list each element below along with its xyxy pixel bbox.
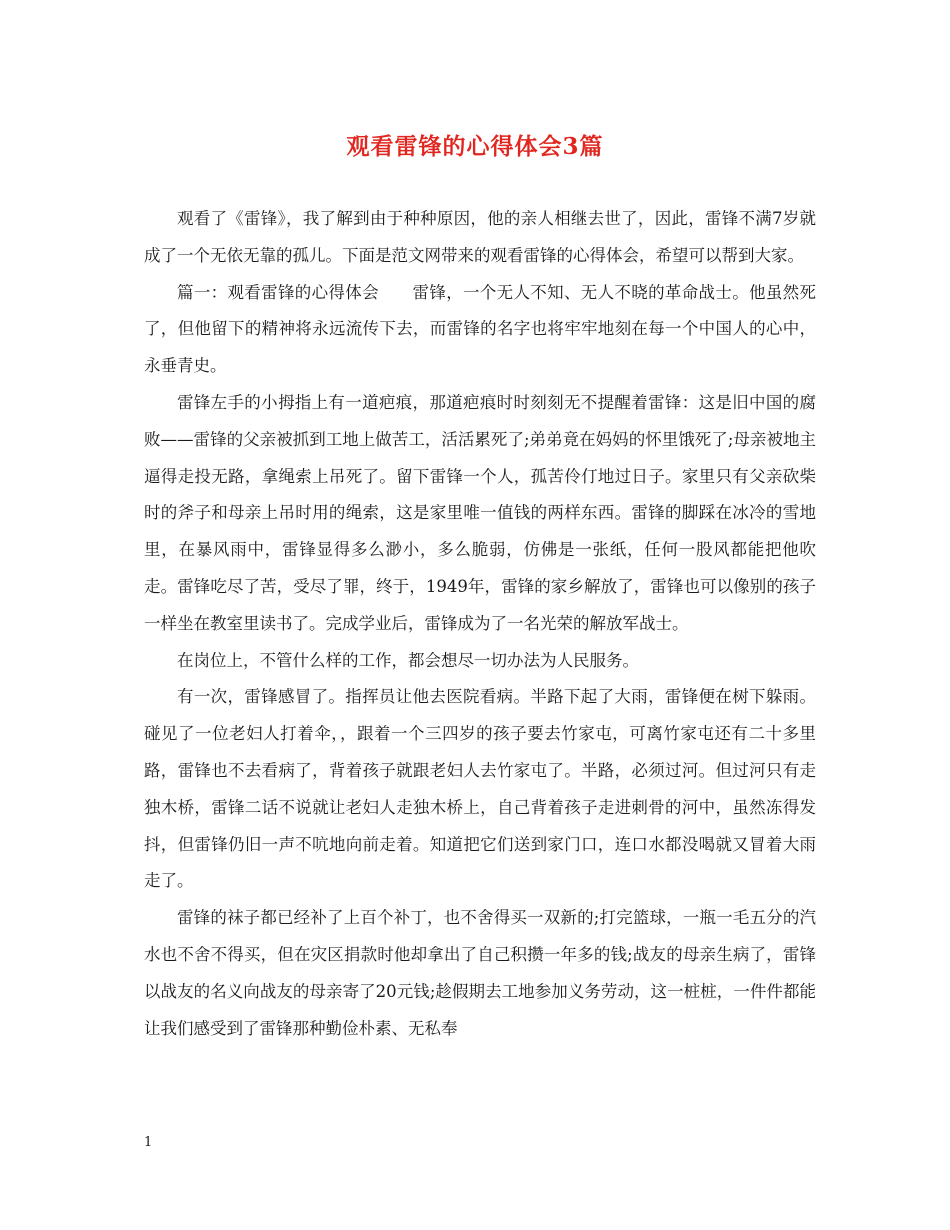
page-number: 1 bbox=[144, 1135, 153, 1150]
paragraph-rain-story: 有一次，雷锋感冒了。指挥员让他去医院看病。半路下起了大雨，雷锋便在树下躲雨。碰见了一位老妇人打着伞，，跟着一个三四岁的孩子要去竹家屯，可离竹家屯还有二十多里路，雷锋也不去看病了，背着孩子就跟老妇人去竹家屯了。半路，必须过河。但过河只有走独木桥，雷锋二话不说就让老妇人走独木桥上，自己背着孩子走进刺骨的河中，虽然冻得发抖，但雷锋仍旧一声不吭地向前走着。知道把它们送到家门口，连口水都没喝就又冒着大雨走了。 bbox=[144, 687, 816, 891]
paragraph-frugality: 雷锋的袜子都已经补了上百个补丁，也不舍得买一双新的;打完篮球，一瓶一毛五分的汽水也不舍不得买，但在灾区捐款时他却拿出了自己积攒一年多的钱;战友的母亲生病了，雷锋以战友的名义向战友的母亲寄了20元钱;趁假期去工地参加义务劳动，这一桩桩，一件件都能让我们感受到了雷锋那种勤俭朴素、无私奉 bbox=[144, 908, 816, 1038]
paragraph-scar-story: 雷锋左手的小拇指上有一道疤痕，那道疤痕时时刻刻无不提醒着雷锋：这是旧中国的腐败——雷锋的父亲被抓到工地上做苦工，活活累死了;弟弟竟在妈妈的怀里饿死了;母亲被地主逼得走投无路，拿绳索上吊死了。留下雷锋一个人，孤苦伶仃地过日子。家里只有父亲砍柴时的斧子和母亲上吊时用的绳索，这是家里唯一值钱的两样东西。雷锋的脚踩在冰冷的雪地里，在暴风雨中，雷锋显得多么渺小，多么脆弱，仿佛是一张纸，任何一股风都能把他吹走。雷锋吃尽了苦，受尽了罪，终于，1949年，雷锋的家乡解放了，雷锋也可以像别的孩子一样坐在教室里读书了。完成学业后，雷锋成为了一名光荣的解放军战士。 bbox=[144, 392, 816, 633]
paragraph-part-one: 篇一：观看雷锋的心得体会 雷锋，一个无人不知、无人不晓的革命战士。他虽然死了，但他留下的精神将永远流传下去，而雷锋的名字也将牢牢地刻在每一个中国人的心中，永垂青史。 bbox=[144, 282, 816, 376]
paragraph-duty: 在岗位上，不管什么样的工作，都会想尽一切办法为人民服务。 bbox=[177, 650, 639, 670]
document-title: 观看雷锋的心得体会3篇 bbox=[346, 133, 604, 160]
document-body bbox=[144, 201, 816, 1047]
paragraph-intro: 观看了《雷锋》，我了解到由于种种原因，他的亲人相继去世了，因此，雷锋不满7岁就成了一个无依无靠的孤儿。下面是范文网带来的观看雷锋的心得体会，希望可以帮到大家。 bbox=[144, 209, 816, 265]
